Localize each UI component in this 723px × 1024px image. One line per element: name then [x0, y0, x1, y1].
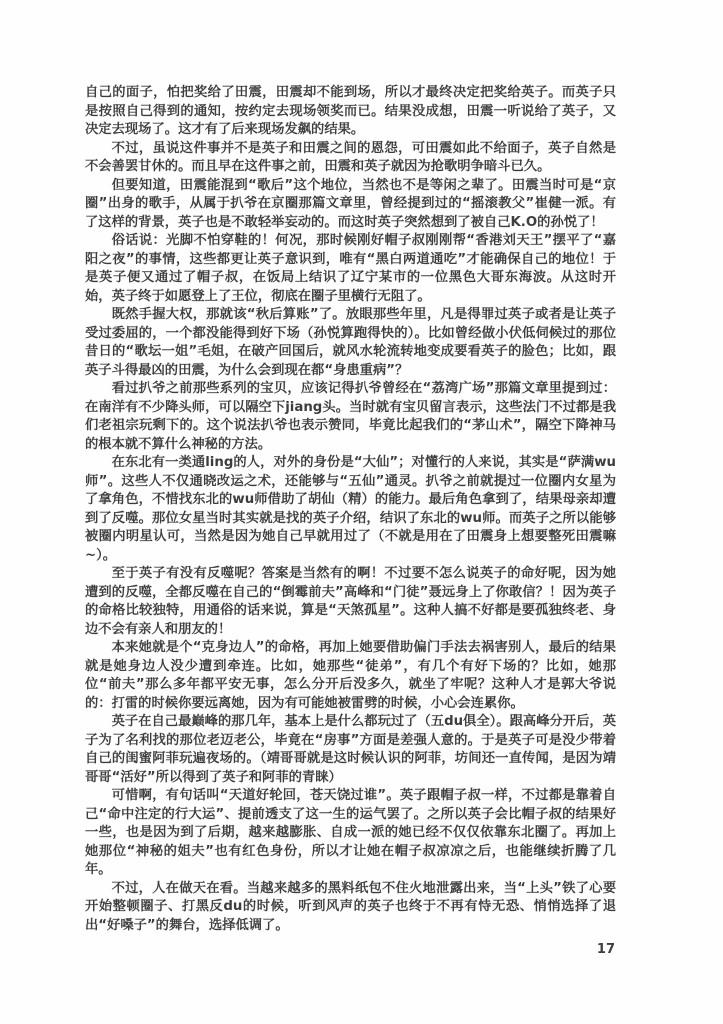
- paragraph: 看过扒爷之前那些系列的宝贝，应该记得扒爷曾经在“荔湾广场”那篇文章里提到过：在南洋有不少降头师，可以隔空下jiang头。当时就有宝贝留言表示，这些法门不过都是我们老祖宗玩剩下的。这个说法扒爷也表示赞同，毕竟比起我们的“茅山术”，隔空下降神马的根本就不算什么神秘的方法。: [85, 381, 616, 452]
- paragraph: 俗话说：光脚不怕穿鞋的！何况，那时候刚好帽子叔刚刚帮“香港刘天王”摆平了“嘉阳之夜”的事情，这些都更让英子意识到，唯有“黑白两道通吃”才能确保自己的地位！于是英子便又通过了帽子叔，在饭局上结识了辽宁某市的一位黑色大哥东海波。从这时开始，英子终于如愿登上了王位，彻底在圈子里横行无阻了。: [85, 233, 616, 304]
- paragraph: 至于英子有没有反噬呢？答案是当然有的啊！不过要不怎么说英子的命好呢，因为她遭到的反噬，全都反噬在自己的“倒霉前夫”高峰和“门徒”聂远身上了你敢信？！因为英子的命格比较独特，用通俗的话来说，算是“天煞孤星”。这种人搞不好都是要孤独终老、身边不会有亲人和朋友的！: [85, 566, 616, 637]
- paragraph: 在东北有一类通ling的人，对外的身份是“大仙”；对懂行的人来说，其实是“萨满wu师”。这些人不仅通晓改运之术，还能够与“五仙”通灵。扒爷之前就提过一位圈内女星为了拿角色，不惜找东北的wu师借助了胡仙（精）的能力。最后角色拿到了，结果母亲却遭到了反噬。那位女星当时其实就是找的英子介绍，结识了东北的wu师。而英子之所以能够被圈内明星认可，当然是因为她自己早就用过了（不就是用在了田震身上想要整死田震嘛~）。: [85, 455, 616, 563]
- paragraph: 可惜啊，有句话叫“天道好轮回，苍天饶过谁”。英子跟帽子叔一样，不过都是靠着自己“命中注定的行大运”、提前透支了这一生的运气罢了。之所以英子会比帽子叔的结果好一些，也是因为到了后期，越来越膨胀、自成一派的她已经不仅仅依靠东北圈了。再加上她那位“神秘的姐夫”也有红色身份，所以才让她在帽子叔凉凉之后，也能继续折腾了几年。: [85, 788, 616, 877]
- page-number: 17: [596, 942, 615, 957]
- paragraph: 本来她就是个“克身边人”的命格，再加上她要借助偏门手法去祸害别人，最后的结果就是她身边人没少遭到牵连。比如，她那些“徒弟”，有几个有好下场的？比如，她那位“前夫”那么多年都平安无事，怎么分开后没多久，就坐了牢呢？这种人才是郭大爷说的：打雷的时候你要远离她，因为有可能她被雷劈的时候，小心会连累你。: [85, 640, 616, 711]
- paragraph: 自己的面子，怕把奖给了田震，田震却不能到场，所以才最终决定把奖给英子。而英子只是按照自己得到的通知，按约定去现场领奖而已。结果没成想，田震一听说给了英子，又决定去现场了。这才有了后来现场发飙的结果。: [85, 85, 616, 137]
- paragraph: 既然手握大权，那就该“秋后算账”了。放眼那些年里，凡是得罪过英子或者是让英子受过委屈的，一个都没能得到好下场（孙悦算跑得快的）。比如曾经做小伏低伺候过的那位昔日的“歌坛一姐”毛姐，在破产回国后，就风水轮流转地变成要看英子的脸色；比如，跟英子斗得最凶的田震，为什么会到现在都“身患重病”？: [85, 307, 616, 378]
- paragraph: 不过，虽说这件事并不是英子和田震之间的恩怨，可田震如此不给面子，英子自然是不会善罢甘休的。而且早在这件事之前，田震和英子就因为抢歌明争暗斗已久。: [85, 140, 616, 174]
- paragraph: 但要知道，田震能混到“歌后”这个地位，当然也不是等闲之辈了。田震当时可是“京圈”出身的歌手，从属于扒爷在京圈那篇文章里，曾经提到过的“摇滚教父”崔健一派。有了这样的背景，英子也是不敢轻举妄动的。而这时英子突然想到了被自己K.O的孙悦了！: [85, 177, 616, 230]
- paragraph: 不过，人在做天在看。当越来越多的黑料纸包不住火地泄露出来，当“上头”铁了心要开始整顿圈子、打黑反du的时候，听到风声的英子也终于不再有恃无恐、悄悄选择了退出“好嗓子”的舞台，选择低调了。: [85, 880, 616, 933]
- paragraph: 英子在自己最巅峰的那几年，基本上是什么都玩过了（五du俱全）。跟高峰分开后，英子为了名利找的那位老迈老公，毕竟在“房事”方面是差强人意的。于是英子可是没少带着自己的闺蜜阿菲玩遍夜场的。（靖哥哥就是这时候认识的阿菲，坊间还一直传闻，是因为靖哥哥“活好”所以得到了英子和阿菲的青睐）: [85, 714, 616, 785]
- body-text: [85, 84, 616, 935]
